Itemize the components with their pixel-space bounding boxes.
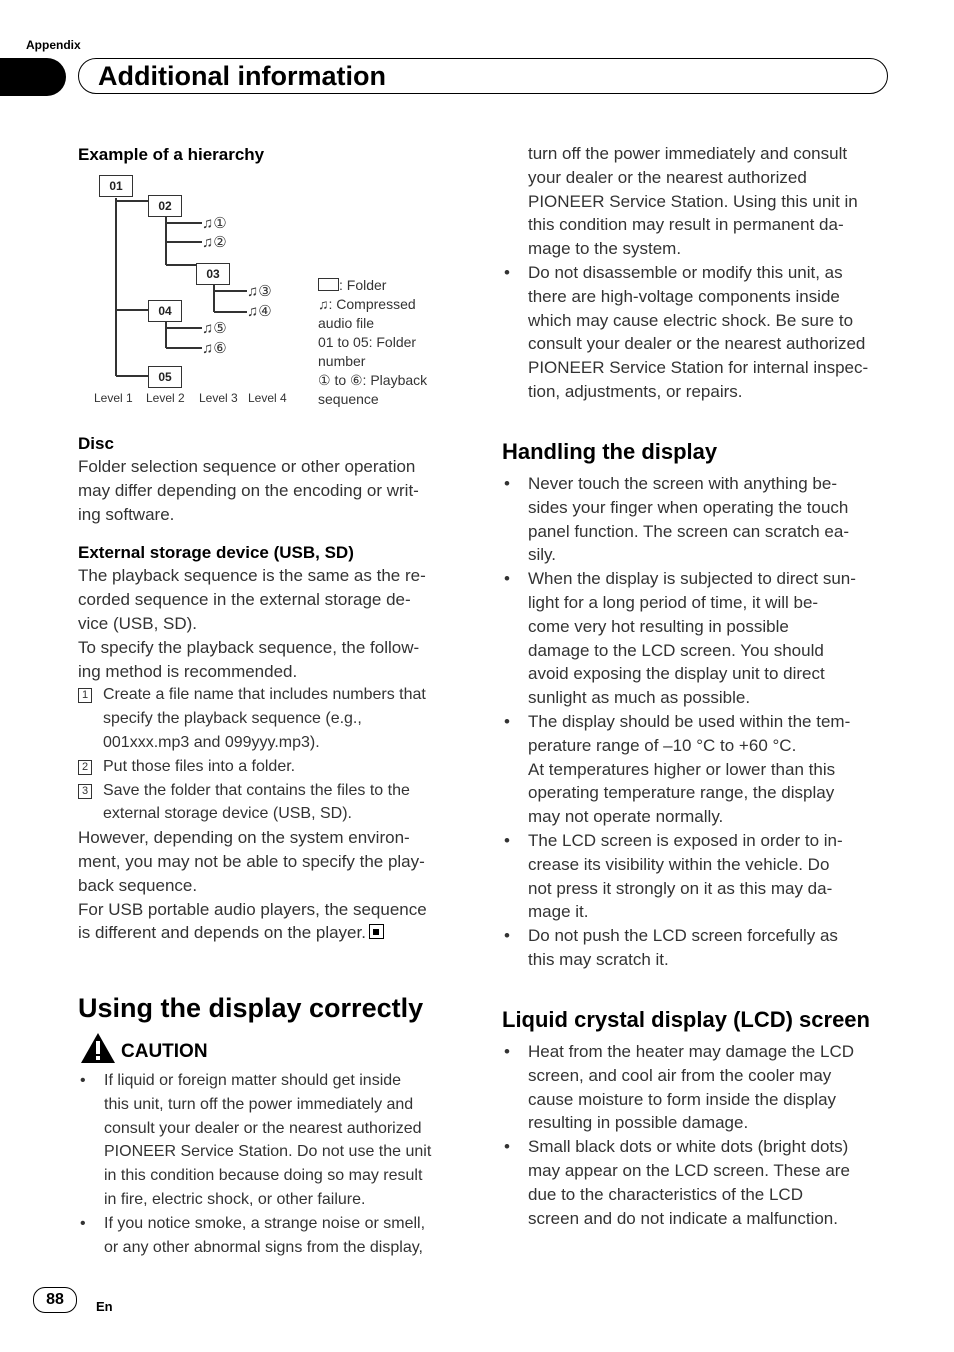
chapter-tab [0,58,66,96]
text-line: specify the playback sequence (e.g., [103,710,362,728]
file-number: ② [213,234,227,251]
level-label: Level 3 [199,391,238,405]
text-line: For USB portable audio players, the sequence [78,899,427,919]
text-line: PIONEER Service Station. Do not use the unit [104,1143,432,1161]
text-line: mage it. [528,902,589,922]
text-line: screen, and cool air from the cooler may [528,1065,832,1085]
text-line: this may scratch it. [528,949,669,969]
text-line: which may cause electric shock. Be sure to [528,310,854,330]
text-line: At temperatures higher or lower than this [528,759,836,779]
text-line: consult your dealer or the nearest authorized [528,334,866,354]
music-note-icon: ♫ [318,296,329,312]
text-line: is different and depends on the player. [78,923,366,943]
folder-icon [318,278,339,291]
text-line: turn off the power immediately and consult [528,144,848,163]
ext-text [78,564,468,683]
text-line: Put those files into a folder. [103,757,296,775]
text-line: However, depending on the system environ- [78,828,410,848]
level-label: Level 2 [146,391,185,405]
text-line: Save the folder that contains the files to the [103,781,410,799]
step-number: 1 [78,688,92,703]
after-text [78,826,468,945]
text-line: • Do not disassemble or modify this unit, as [528,263,843,282]
music-note-icon: ♫ [202,215,214,232]
step-number: 3 [78,784,92,799]
music-note-icon: ♫ [202,320,214,337]
text-line: this unit, turn off the power immediately and [104,1095,414,1113]
level-label: Level 4 [248,391,287,405]
step-item [78,779,468,827]
bullet-item [502,1040,898,1135]
text-line: Folder selection sequence or other operation [78,457,416,476]
bullet-item [502,924,898,972]
text-line: PIONEER Service Station for internal inspec- [528,358,869,378]
hierarchy-legend [318,276,458,409]
caution-item [78,1069,468,1212]
text-line: • Do not push the LCD screen forcefully as [528,926,838,946]
disc-text [78,455,468,526]
text-line: ment, you may not be able to specify the play- [78,851,425,871]
legend-line: sequence [318,391,379,407]
warning-icon [80,1032,116,1064]
section-label: Appendix [26,38,81,52]
text-line: avoid exposing the display unit to direct [528,664,825,684]
file-number: ⑥ [213,340,227,357]
text-line: resulting in possible damage. [528,1113,749,1133]
bullet-item [502,567,898,710]
text-line: consult your dealer or the nearest authorized [104,1119,422,1137]
text-line: in fire, electric shock, or other failure. [104,1190,366,1208]
hierarchy-diagram [90,168,300,393]
disc-heading: Disc [78,434,114,453]
folder-icon: 05 [148,366,182,388]
bullet-item [502,710,898,829]
language-label: En [96,1299,113,1314]
bullet-item [502,472,898,567]
text-line: Create a file name that includes numbers that [103,686,426,704]
file-number: ⑤ [213,320,227,337]
folder-icon: 01 [99,175,133,197]
file-number: ④ [258,303,272,320]
music-note-icon: ♫ [247,283,259,300]
text-line: ing method is recommended. [78,661,298,681]
page-title: Additional information [98,61,386,91]
music-note-icon: ♫ [202,340,214,357]
text-line: external storage device (USB, SD). [103,805,352,823]
text-line: perature range of –10 °C to +60 °C. [528,735,797,755]
folder-icon: 02 [148,195,182,217]
bullet-item [502,829,898,924]
text-line: back sequence. [78,875,198,895]
legend-line: : Compressed [328,296,416,312]
step-list [78,683,468,826]
legend-line: : Folder [339,277,387,293]
text-line: • When the display is subjected to direct sun- [528,569,856,589]
text-line: due to the characteristics of the LCD [528,1184,803,1204]
text-line: vice (USB, SD). [78,613,198,633]
level-label: Level 1 [94,391,133,405]
step-item [78,683,468,754]
text-line: come very hot resulting in possible [528,616,789,636]
text-line: this condition may result in permanent da- [528,215,844,235]
text-line: sily. [528,545,557,565]
legend-line: audio file [318,315,375,331]
text-line: sunlight as much as possible. [528,688,751,708]
text-line: corded sequence in the external storage de- [78,590,411,610]
text-line: crease its visibility within the vehicle. Do [528,854,830,874]
folder-icon: 04 [148,300,182,322]
text-line: may differ depending on the encoding or writ- [78,480,419,500]
text-line: light for a long period of time, it will be- [528,592,819,612]
music-note-icon: ♫ [202,234,214,251]
ext-heading: External storage device (USB, SD) [78,543,354,563]
legend-line: number [318,353,366,369]
handling-list [502,472,898,972]
text-line: • Small black dots or white dots (bright dots) [528,1137,849,1157]
bullet-item [502,1135,898,1230]
legend-line: 01 to 05: Folder [318,334,417,350]
lcd-list [502,1040,898,1230]
text-line: in this condition because doing so may result [104,1167,423,1185]
music-note-icon: ♫ [247,303,259,320]
text-line: • The display should be used within the tem- [528,711,851,731]
legend-line: ① to ⑥: Playback [318,372,428,388]
text-line: not press it strongly on it as this may da- [528,878,833,898]
text-line: or any other abnormal signs from the display, [104,1238,423,1256]
text-line: cause moisture to form inside the display [528,1089,837,1109]
text-line: damage to the LCD screen. You should [528,640,824,660]
file-number: ① [213,215,227,232]
text-line: • Never touch the screen with anything be- [528,474,838,493]
text-line: The playback sequence is the same as the re- [78,566,426,586]
text-line: panel function. The screen can scratch ea- [528,521,849,541]
text-line: • Heat from the heater may damage the LCD [528,1042,854,1061]
bullet-item [502,261,898,404]
folder-icon: 03 [196,263,230,285]
text-line: screen and do not indicate a malfunction. [528,1208,838,1228]
caution-label: CAUTION [121,1041,208,1062]
text-line: 001xxx.mp3 and 099yyy.mp3). [103,733,320,751]
text-line: tion, adjustments, or repairs. [528,381,743,401]
text-line: your dealer or the nearest authorized [528,167,807,187]
continued-list [502,261,898,404]
text-line: ing software. [78,504,175,524]
text-line: sides your finger when operating the touch [528,497,849,517]
caution-list [78,1069,468,1259]
page-number: 88 [33,1287,77,1313]
text-line: • The LCD screen is exposed in order to in- [528,830,843,850]
end-mark-icon [369,924,384,939]
text-line: • If you notice smoke, a strange noise or smell, [104,1214,426,1232]
handling-title: Handling the display [502,439,718,464]
text-line: • If liquid or foreign matter should get inside [104,1072,402,1089]
text-line: may not operate normally. [528,807,724,827]
text-line: operating temperature range, the display [528,783,835,803]
file-number: ③ [258,283,272,300]
text-line: PIONEER Service Station. Using this unit in [528,191,858,211]
text-line: may appear on the LCD screen. These are [528,1160,850,1180]
section-title: Using the display correctly [78,993,424,1023]
step-item [78,755,468,779]
caution-item [78,1212,468,1260]
step-number: 2 [78,760,92,775]
text-line: mage to the system. [528,239,682,259]
hierarchy-heading: Example of a hierarchy [78,145,265,164]
left-column [78,432,468,945]
text-line: there are high-voltage components inside [528,286,840,306]
lcd-title: Liquid crystal display (LCD) screen [502,1007,870,1032]
text-line: To specify the playback sequence, the follow- [78,637,420,657]
continued-text [528,142,898,261]
